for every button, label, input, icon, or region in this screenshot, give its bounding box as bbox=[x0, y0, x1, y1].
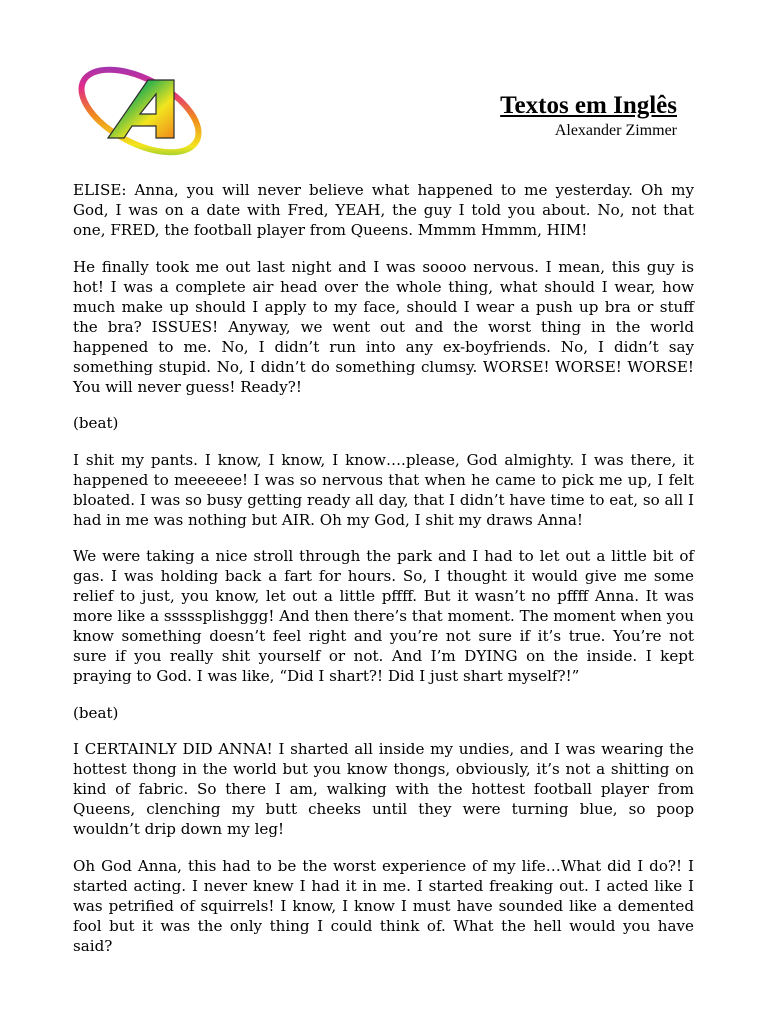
rainbow-letter-a-logo bbox=[70, 66, 210, 156]
paragraph: (beat) bbox=[73, 414, 119, 432]
page-title: Textos em Inglês bbox=[500, 92, 677, 119]
paragraph: He finally took me out last night and I was soooo nervous. I mean, this guy is hot! I was a complete air head over the whole thing, what should I wear, how much make up should I apply to my face, should I wear a push up bra or stuff the bra? ISSUES! Anyway, we went out and the worst thing in the world happened to me. No, I didn’t run into any ex-boyfriends. No, I didn’t say something stupid. No, I didn’t do something clumsy. WORSE! WORSE! WORSE! You will never guess! Ready?! bbox=[73, 257, 694, 396]
paragraph: We were taking a nice stroll through the park and I had to let out a little bit of gas. I was holding back a fart for hours. So, I thought it would give me some relief to just, you know, let out a little pffff. But it wasn’t no pffff Anna. It was more like a sssssplishggg! And then there’s that moment. The moment when you know something doesn’t feel right and you’re not sure if it’s true. You’re not sure if you really shit yourself or not. And I’m DYING on the inside. I kept praying to God. I was like, “Did I shart?! Did I just shart myself?!” bbox=[73, 547, 694, 685]
paragraph: (beat) bbox=[73, 703, 119, 722]
author-name: Alexander Zimmer bbox=[554, 122, 677, 139]
paragraph: ELISE: Anna, you will never believe what happened to me yesterday. Oh my God, I was on a date with Fred, YEAH, the guy I told you about. No, not that one, FRED, the football player from Queens. Mmmm Hmmm, HIM! bbox=[73, 181, 694, 239]
document-body bbox=[73, 180, 694, 972]
paragraph: I shit my pants. I know, I know, I know….please, God almighty. I was there, it happened to meeeeee! I was so nervous that when he came to pick me up, I felt bloated. I was so busy getting ready all day, that I didn’t have time to eat, so all I had in me was nothing but AIR. Oh my God, I shit my draws Anna! bbox=[73, 450, 694, 529]
header bbox=[500, 90, 677, 140]
paragraph: I CERTAINLY DID ANNA! I sharted all inside my undies, and I was wearing the hottest thong in the world but you know thongs, obviously, it’s not a shitting on kind of fabric. So there I am, walking with the hottest football player from Queens, clenching my butt cheeks until they were turning blue, so poop wouldn’t drip down my leg! bbox=[73, 740, 694, 838]
paragraph: Oh God Anna, this had to be the worst experience of my life…What did I do?! I started acting. I never knew I had it in me. I started freaking out. I acted like I was petrified of squirrels! I know, I know I must have sounded like a demented fool but it was the only thing I could think of. What the hell would you have said? bbox=[73, 856, 694, 955]
